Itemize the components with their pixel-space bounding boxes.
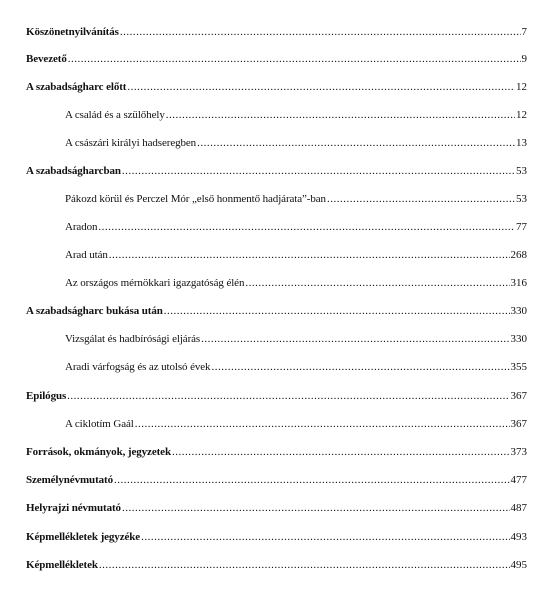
toc-subentry	[0, 190, 556, 208]
toc-page-number: 355	[510, 361, 527, 373]
toc-page-number: 367	[510, 418, 527, 430]
toc-entry	[0, 78, 556, 96]
toc-dot-leader	[120, 23, 521, 41]
toc-entry-title: Pákozd körül és Perczel Mór „első honmentő hadjárata”-ban	[65, 193, 326, 205]
toc-entry-title: A szabadságharc előtt	[26, 81, 127, 93]
toc-entry	[0, 471, 556, 489]
toc-dot-leader	[122, 162, 515, 180]
toc-entry	[0, 556, 556, 574]
toc-dot-leader	[327, 190, 515, 208]
toc-dot-leader	[201, 330, 509, 348]
toc-entry-title: A szabadságharcban	[26, 165, 121, 177]
toc-dot-leader	[68, 50, 521, 68]
toc-page-number: 493	[510, 531, 527, 543]
toc-entry-title: Az országos mérnökkari igazgatóság élén	[65, 277, 245, 289]
toc-entry-title: Helyrajzi névmutató	[26, 502, 121, 514]
toc-dot-leader	[172, 443, 510, 461]
toc-dot-leader	[166, 106, 515, 124]
toc-entry-title: Aradon	[65, 221, 98, 233]
toc-dot-leader	[245, 274, 509, 292]
toc-dot-leader	[122, 499, 510, 517]
toc-dot-leader	[197, 134, 515, 152]
toc-entry	[0, 302, 556, 320]
toc-subentry	[0, 415, 556, 433]
toc-entry-title: A császári királyi hadseregben	[65, 137, 197, 149]
toc-dot-leader	[135, 415, 510, 433]
toc-entry-title: Epilógus	[26, 390, 67, 402]
toc-page-number: 12	[516, 81, 527, 93]
toc-entry-title: Köszönetnyilvánítás	[26, 26, 119, 38]
toc-page-number: 487	[510, 502, 527, 514]
toc-subentry	[0, 274, 556, 292]
toc-entry-title: Arad után	[65, 249, 108, 261]
toc-page-number: 373	[510, 446, 527, 458]
toc-dot-leader	[98, 218, 515, 236]
toc-entry-title: Bevezető	[26, 53, 67, 65]
toc-entry	[0, 499, 556, 517]
toc-dot-leader	[141, 528, 509, 546]
toc-entry-title: Aradi várfogság és az utolsó évek	[65, 361, 211, 373]
toc-entry	[0, 528, 556, 546]
toc-page-number: 367	[510, 390, 527, 402]
toc-entry-title: A szabadságharc bukása után	[26, 305, 163, 317]
toc-subentry	[0, 134, 556, 152]
toc-dot-leader	[127, 78, 515, 96]
toc-page-number: 477	[510, 474, 527, 486]
toc-page-number: 268	[510, 249, 527, 261]
toc-page-number: 7	[521, 26, 527, 38]
toc-subentry	[0, 246, 556, 264]
toc-dot-leader	[114, 471, 510, 489]
toc-entry	[0, 162, 556, 180]
toc-page-number: 330	[510, 305, 527, 317]
toc-dot-leader	[99, 556, 510, 574]
toc-entry-title: Források, okmányok, jegyzetek	[26, 446, 171, 458]
toc-subentry	[0, 330, 556, 348]
toc-entry-title: A család és a szülőhely	[65, 109, 165, 121]
toc-page-number: 316	[510, 277, 527, 289]
toc-entry	[0, 23, 556, 41]
toc-page-number: 77	[516, 221, 527, 233]
toc-page-number: 53	[516, 193, 527, 205]
toc-page-number: 13	[516, 137, 527, 149]
toc-entry-title: Képmellékletek	[26, 559, 98, 571]
toc-entry-title: Vizsgálat és hadbírósági eljárás	[65, 333, 201, 345]
toc-page-number: 53	[516, 165, 527, 177]
toc-entry-title: A ciklotím Gaál	[65, 418, 134, 430]
toc-entry	[0, 387, 556, 405]
toc-page-number: 330	[510, 333, 527, 345]
toc-subentry	[0, 218, 556, 236]
toc-page-number: 495	[510, 559, 527, 571]
toc-dot-leader	[211, 358, 509, 376]
toc-entry	[0, 443, 556, 461]
toc-subentry	[0, 106, 556, 124]
toc-dot-leader	[164, 302, 510, 320]
toc-page-number: 9	[521, 53, 527, 65]
toc-dot-leader	[67, 387, 509, 405]
toc-dot-leader	[109, 246, 510, 264]
toc-entry-title: Képmellékletek jegyzéke	[26, 531, 141, 543]
toc-entry	[0, 50, 556, 68]
toc-subentry	[0, 358, 556, 376]
toc-entry-title: Személynévmutató	[26, 474, 113, 486]
toc-page-number: 12	[516, 109, 527, 121]
